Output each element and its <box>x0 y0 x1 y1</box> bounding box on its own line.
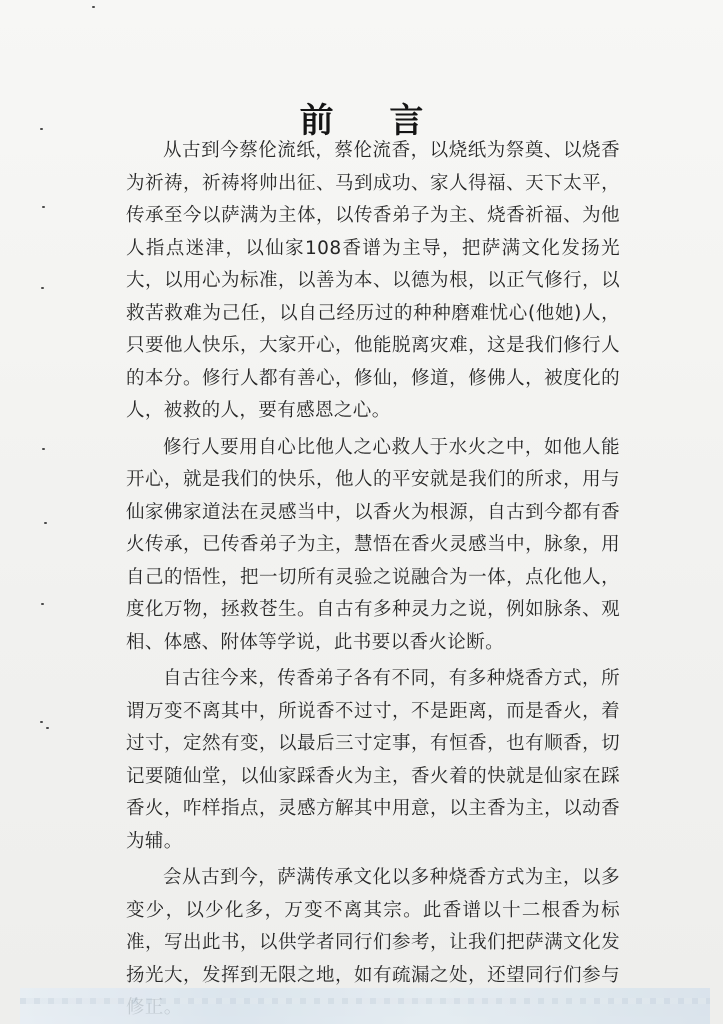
paragraph: 会从古到今，萨满传承文化以多种烧香方式为主，以多变少，以少化多，万变不离其宗。此香谱以十二根香为标准，写出此书，以供学者同行们参考，让我们把萨满文化发扬光大，发挥到无限之地，如有疏漏之处，还望同行们参与 <box>126 867 620 986</box>
scan-speck <box>40 721 43 723</box>
scan-speck <box>42 448 45 450</box>
scan-speck <box>46 727 49 729</box>
document-body <box>126 135 620 1024</box>
scan-speck <box>44 522 47 524</box>
scan-speck <box>92 6 95 8</box>
scan-speck <box>41 603 44 605</box>
document-title: 前 言 <box>299 101 446 141</box>
paragraph: 修行人要用自心比他人之心救人于水火之中，如他人能开心，就是我们的快乐，他人的平安就是我们的所求，用与仙家佛家道法在灵感当中，以香火为根源，自古到今都有香火传承，已传香弟子为主，慧悟在香火灵感当中，脉象，用自己的悟性，把一切所有灵验之说融合为一体，点化他人，度化万物，拯救苍生。自古有多种灵力之说，例如脉条、观相、体感、附体等学说，此书要以香火论断。 <box>126 436 620 653</box>
scan-speck <box>41 287 44 289</box>
scan-bottom-edge <box>20 988 710 1024</box>
paragraph: 从古到今蔡伦流纸，蔡伦流香，以烧纸为祭奠、以烧香为祈祷，祈祷将帅出征、马到成功、家人得福、天下太平，传承至今以萨满为主体，以传香弟子为主、烧香祈福、为他人指点迷津，以仙家108香谱为主导，把萨满文化发扬光大，以用心为标准，以善为本、以德为根，以正气修行，以救苦救难为己任，以自己经历过的种种磨难忧心(他她)人，只要他人快乐，大家开心，他能脱离灾难，这是我们修行人的本分。修行人都有善心，修仙，修道，修佛人，被度化的人，被救的人，要有感恩之心。 <box>126 140 620 421</box>
paragraph: 自古往今来，传香弟子各有不同，有多种烧香方式，所谓万变不离其中，所说香不过寸，不是距离，而是香火，着过寸，定然有变，以最后三寸定事，有恒香，也有顺香，切记要随仙堂，以仙家踩香火为主，香火着的快就是仙家在踩香火，咋样指点，灵感方解其中用意，以主香为主，以动香为辅。 <box>126 668 620 852</box>
scan-speck <box>42 206 45 208</box>
